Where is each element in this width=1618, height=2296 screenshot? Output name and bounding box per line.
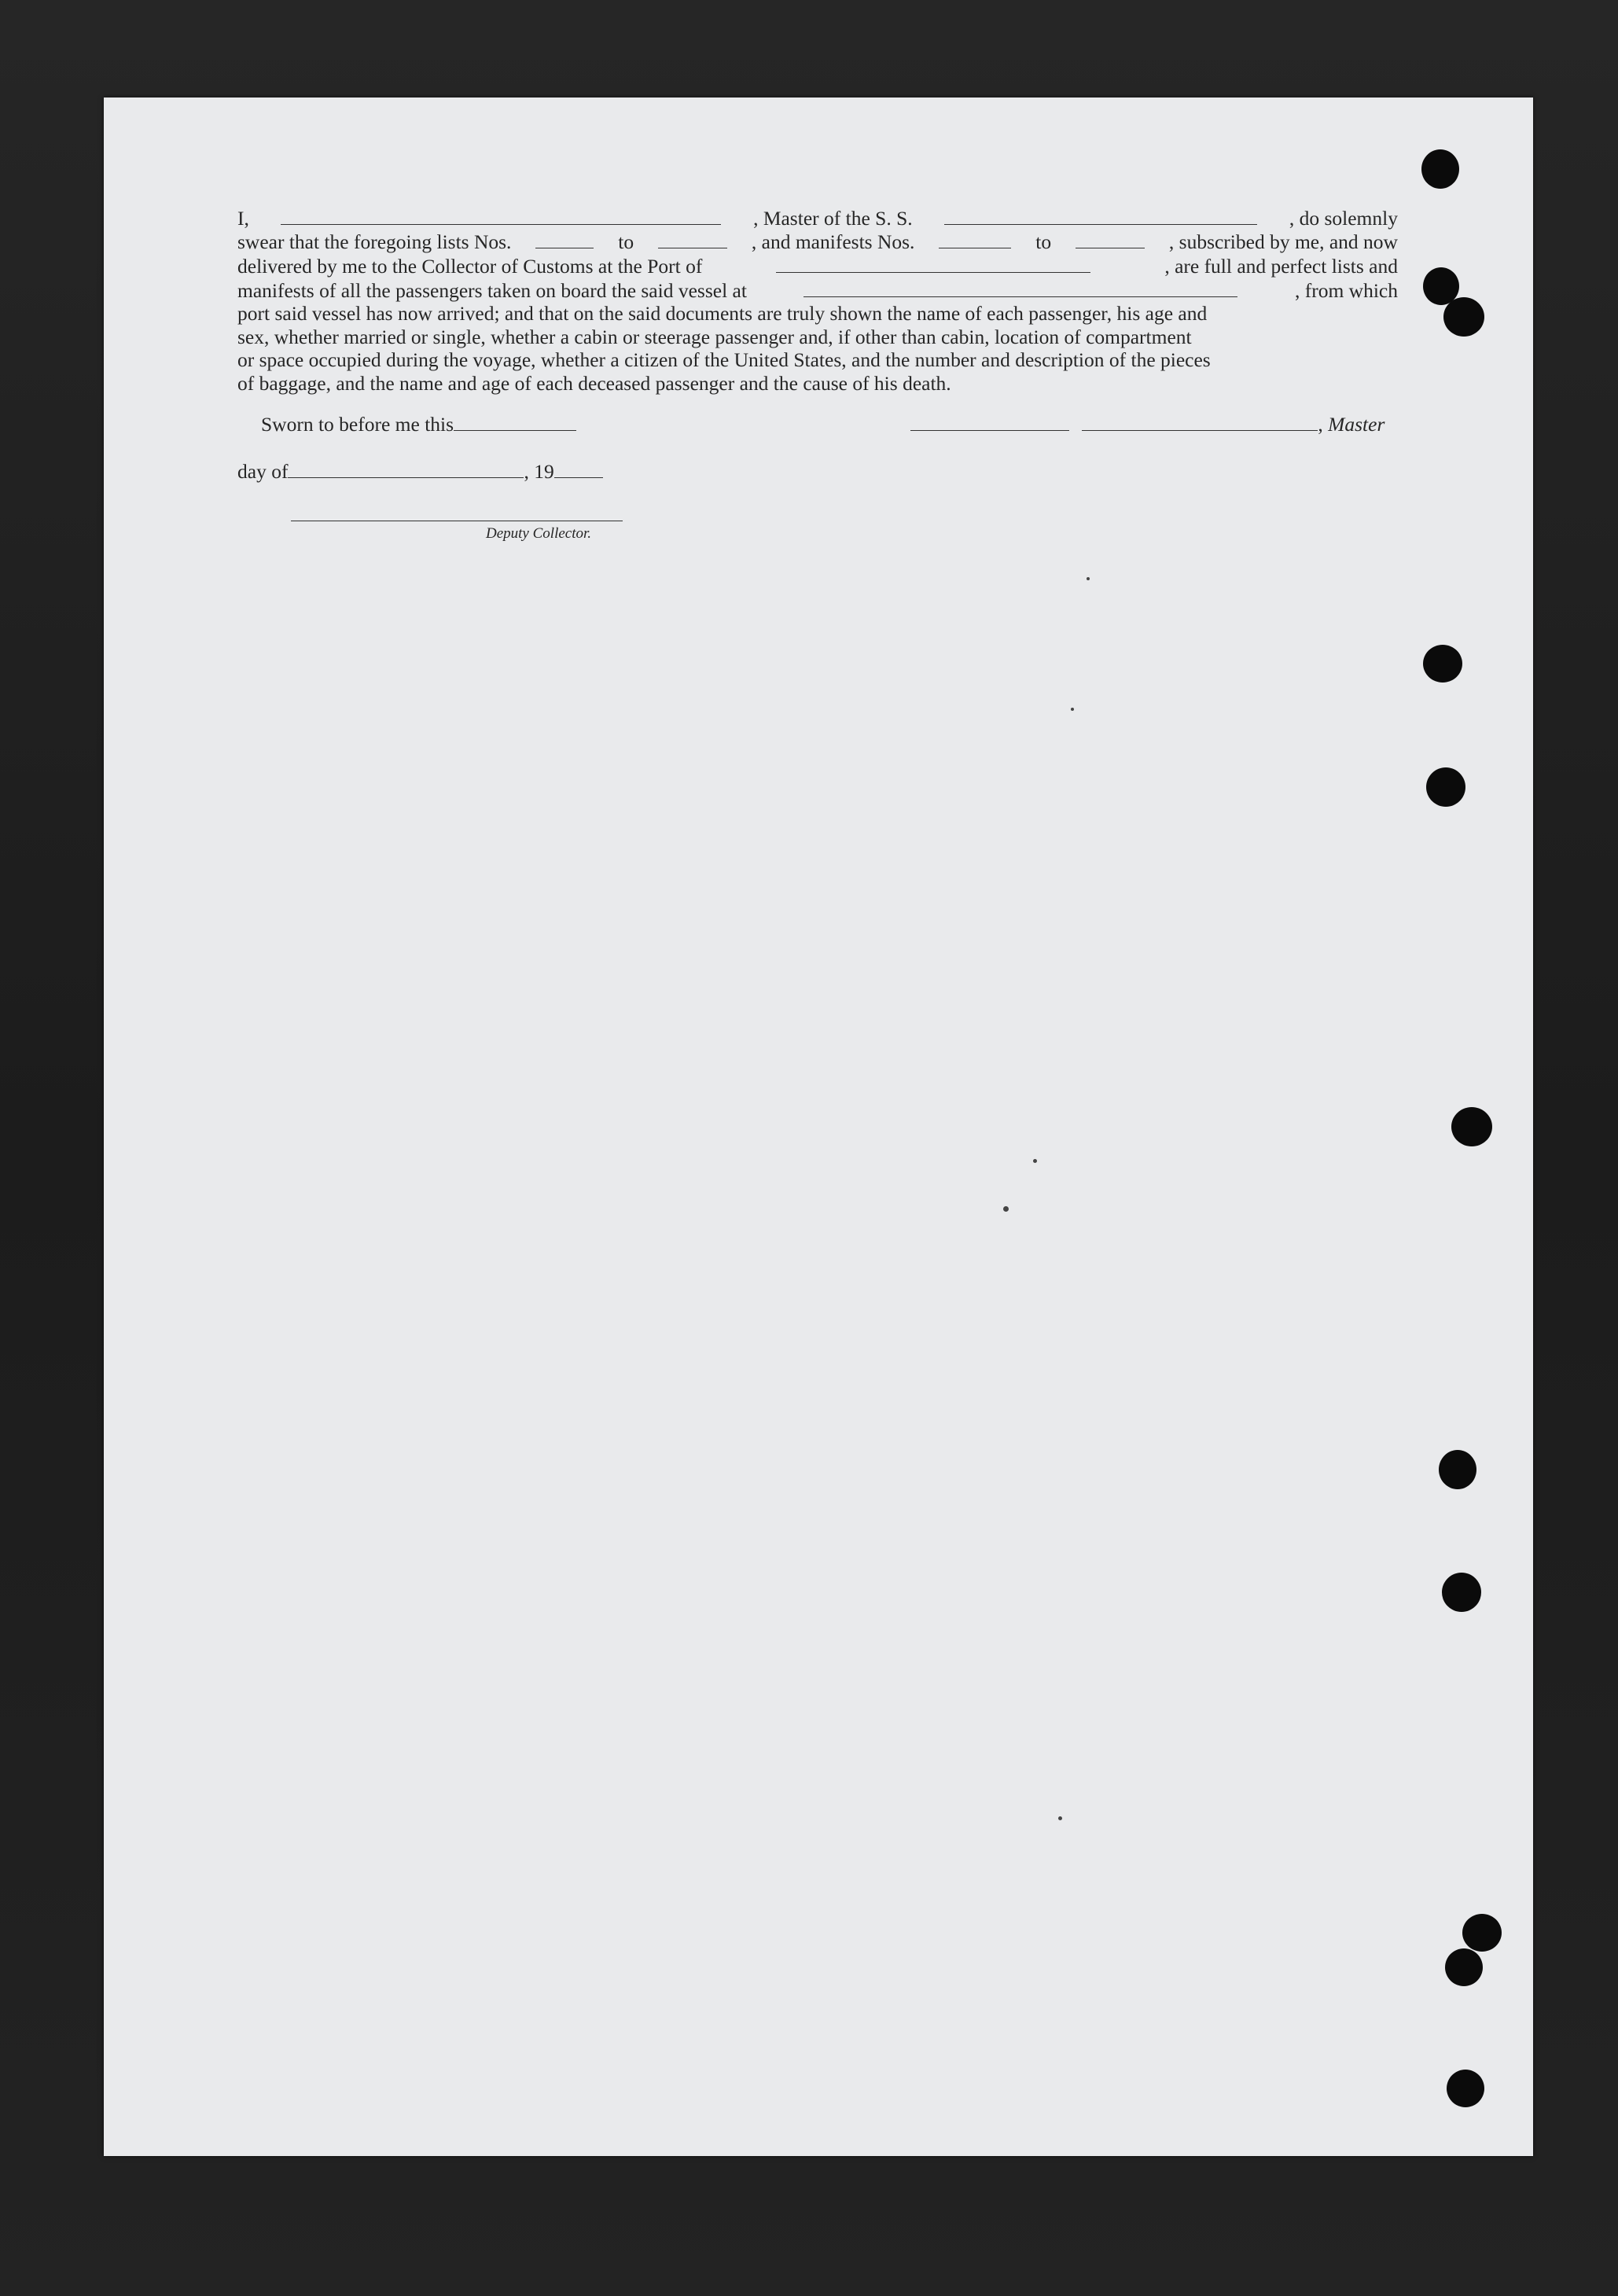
manifest-page: [104, 98, 1533, 2156]
oath-line-8: [237, 372, 1398, 396]
oath-text: , from which: [1294, 278, 1398, 302]
oath-line-2: [237, 230, 1398, 255]
manifest-from-blank: [939, 230, 1011, 249]
oath-text: , and manifests Nos.: [751, 230, 915, 254]
punch-hole: [1421, 149, 1459, 189]
master-label: Master: [1328, 412, 1385, 436]
oath-text: to: [1035, 230, 1052, 254]
punch-hole: [1462, 1914, 1502, 1952]
sworn-day-blank: [454, 412, 576, 431]
oath-line-6: [237, 326, 1398, 349]
list-to-blank: [658, 230, 727, 249]
oath-line-1: [237, 206, 1398, 230]
oath-text: of baggage, and the name and age of each deceased passenger and the cause of his death.: [237, 371, 951, 395]
scan-speck: [1087, 577, 1090, 580]
oath-line-3: [237, 254, 1398, 278]
oath-text: , do solemnly: [1289, 206, 1398, 230]
punch-hole: [1443, 297, 1484, 337]
oath-text: , subscribed by me, and now: [1168, 230, 1398, 254]
day-of-text: day of: [237, 459, 289, 483]
month-blank: [288, 459, 524, 478]
oath-line-4: [237, 278, 1398, 303]
master-signature: , Master: [910, 412, 1384, 436]
master-signature-blank-1: [910, 412, 1069, 431]
oath-text: sex, whether married or single, whether a cabin or steerage passenger and, if other than cabin, location of compartment: [237, 325, 1192, 348]
scan-speck: [1058, 1816, 1062, 1820]
port-blank: [776, 254, 1090, 273]
oath-paragraph: [237, 206, 1398, 396]
punch-hole: [1439, 1450, 1476, 1489]
year-blank: [554, 459, 603, 478]
sworn-statement: [261, 412, 576, 436]
oath-text: or space occupied during the voyage, whether a citizen of the United States, and the number and description of the pieces: [237, 348, 1211, 372]
punch-hole: [1426, 767, 1465, 807]
oath-line-7: [237, 348, 1398, 372]
oath-text: to: [618, 230, 634, 254]
master-name-blank: [281, 206, 721, 225]
year-prefix: , 19: [524, 459, 554, 483]
scan-speck: [1033, 1159, 1037, 1163]
oath-text: , are full and perfect lists and: [1164, 255, 1398, 278]
punch-hole: [1442, 1573, 1481, 1612]
sworn-text: Sworn to before me this: [261, 412, 454, 436]
oath-text: swear that the foregoing lists Nos.: [237, 230, 512, 254]
embarkation-port-blank: [803, 278, 1237, 297]
oath-line-5: [237, 302, 1398, 326]
oath-text: manifests of all the passengers taken on board the said vessel at: [237, 278, 747, 302]
oath-text: I,: [237, 206, 249, 230]
list-from-blank: [535, 230, 594, 249]
date-line: [237, 459, 603, 484]
oath-text: , Master of the S. S.: [753, 206, 913, 230]
scan-speck: [1003, 1206, 1009, 1212]
scan-speck: [1071, 708, 1074, 711]
punch-hole: [1423, 645, 1462, 683]
punch-hole: [1451, 1107, 1492, 1146]
oath-text: port said vessel has now arrived; and that on the said documents are truly shown the name of each passenger, his age and: [237, 302, 1208, 326]
manifest-to-blank: [1076, 230, 1145, 249]
punch-hole: [1447, 2070, 1484, 2107]
deputy-collector-label: Deputy Collector.: [486, 525, 592, 542]
master-signature-blank-2: [1082, 412, 1318, 431]
ship-name-blank: [944, 206, 1257, 225]
oath-text: delivered by me to the Collector of Customs at the Port of: [237, 255, 703, 278]
punch-hole: [1445, 1948, 1483, 1986]
